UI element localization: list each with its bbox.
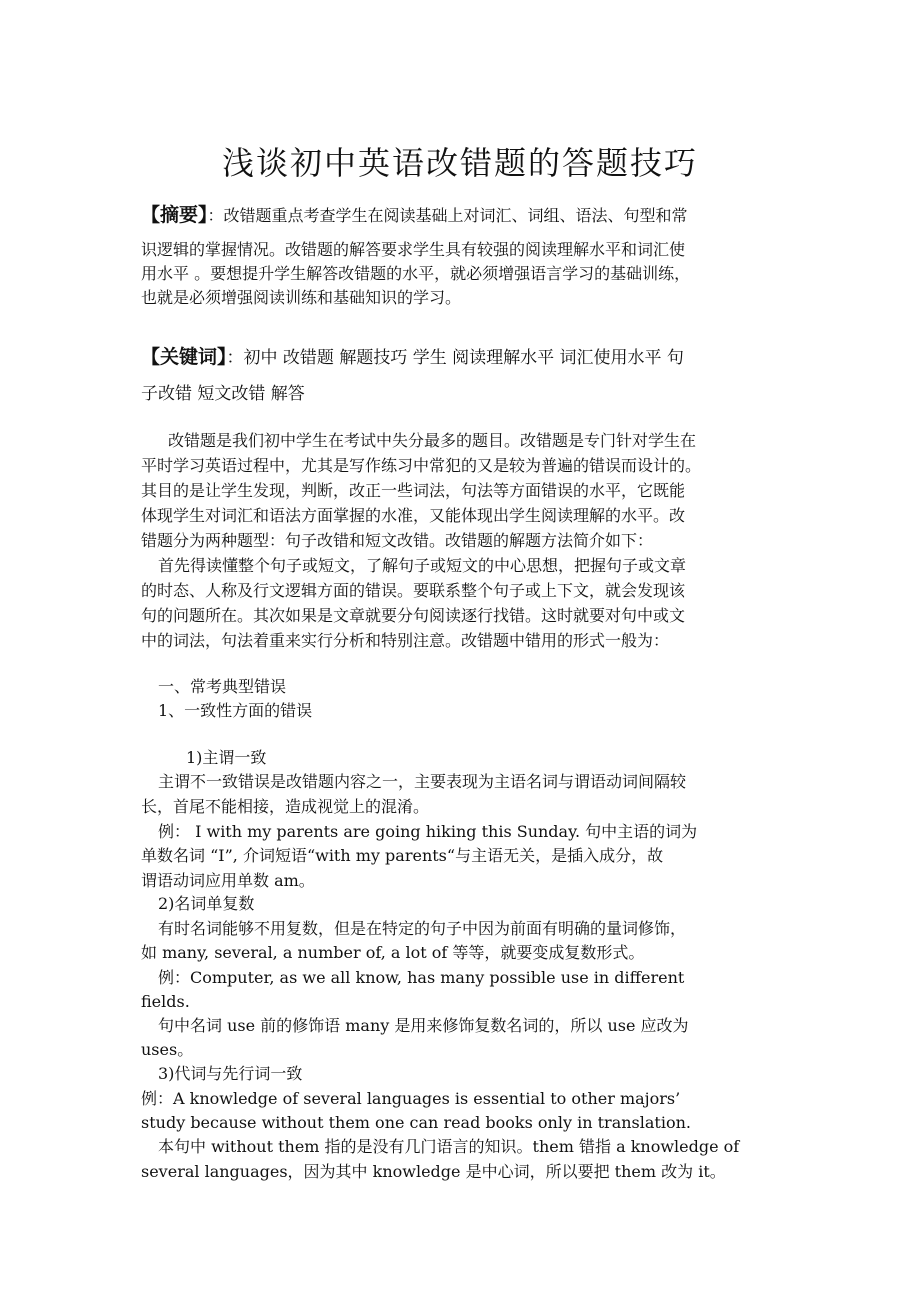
body-line-2: 平时学习英语过程中，尤其是写作练习中常犯的又是较为普遍的错误而设计的。 [141, 456, 702, 475]
item3-line-3: 本句中 without them 指的是没有几门语言的知识。them 错指 a knowledge of [158, 1137, 740, 1156]
keywords-line-1 [141, 346, 684, 369]
body-line-6: 首先得读懂整个句子或短文，了解句子或短文的中心思想，把握句子或文章 [158, 556, 687, 575]
item2-line-1: 有时名词能够不用复数，但是在特定的句子中因为前面有明确的量词修饰， [158, 919, 687, 938]
keywords-label: 【关键词】 [141, 346, 227, 368]
body-line-4: 体现学生对词汇和语法方面掌握的水准，又能体现出学生阅读理解的水平。改 [141, 506, 686, 525]
keywords-text: ：初中 改错题 解题技巧 学生 阅读理解水平 词汇使用水平 句 [226, 348, 684, 368]
item2-example-line-1: 例：Computer, as we all know, has many possible use in different [158, 968, 685, 987]
section-heading-1: 一、常考典型错误 [158, 677, 287, 696]
item-heading-3: 3)代词与先行词一致 [158, 1064, 303, 1083]
body-line-9: 中的词法，句法着重来实行分析和特别注意。改错题中错用的形式一般为： [141, 631, 670, 650]
body-line-3: 其目的是让学生发现，判断，改正一些词法，句法等方面错误的水平，它既能 [141, 481, 686, 500]
item1-example-line-2: 单数名词 “I”, 介词短语“with my parents“与主语无关，是插入成分，故 [141, 846, 664, 865]
item1-line-2: 长，首尾不能相接，造成视觉上的混淆。 [141, 797, 430, 816]
body-line-1: 改错题是我们初中学生在考试中失分最多的题目。改错题是专门针对学生在 [168, 431, 697, 450]
item2-line-6: uses。 [141, 1040, 194, 1059]
item1-example-line-1: 例： I with my parents are going hiking this Sunday. 句中主语的词为 [158, 822, 698, 841]
abstract-line-1 [141, 204, 688, 227]
body-line-5: 错题分为两种题型：句子改错和短文改错。改错题的解题方法简介如下： [141, 531, 654, 550]
item3-example-line-1: 例：A knowledge of several languages is essential to other majors’ [141, 1089, 681, 1108]
abstract-line-2: 识逻辑的掌握情况。改错题的解答要求学生具有较强的阅读理解水平和词汇使 [141, 240, 686, 259]
item1-line-1: 主谓不一致错误是改错题内容之一，主要表现为主语名词与谓语动词间隔较 [158, 772, 687, 791]
item2-line-5: 句中名词 use 前的修饰语 many 是用来修饰复数名词的，所以 use 应改为 [158, 1016, 689, 1035]
item-heading-1: 1)主谓一致 [186, 748, 267, 767]
abstract-text: ：改错题重点考查学生在阅读基础上对词汇、词组、语法、句型和常 [207, 206, 688, 225]
abstract-line-3: 用水平 。要想提升学生解答改错题的水平，就必须增强语言学习的基础训练， [141, 264, 691, 283]
item3-line-4: several languages，因为其中 knowledge 是中心词，所以要把 them 改为 it。 [141, 1162, 726, 1181]
keywords-line-2: 子改错 短文改错 解答 [141, 384, 305, 404]
item2-line-2: 如 many, several, a number of, a lot of 等等，就要变成复数形式。 [141, 943, 645, 962]
item-heading-2: 2)名词单复数 [158, 894, 255, 913]
body-line-7: 的时态、人称及行文逻辑方面的错误。要联系整个句子或上下文，就会发现该 [141, 581, 686, 600]
item3-example-line-2: study because without them one can read books only in translation. [141, 1113, 691, 1132]
subsection-heading-1: 1、一致性方面的错误 [158, 701, 313, 720]
body-line-8: 句的问题所在。其次如果是文章就要分句阅读逐行找错。这时就要对句中或文 [141, 606, 686, 625]
abstract-line-4: 也就是必须增强阅读训练和基础知识的学习。 [141, 288, 462, 307]
abstract-label: 【摘要】 [141, 204, 208, 226]
item2-example-line-2: fields. [141, 992, 190, 1011]
item1-example-line-3: 谓语动词应用单数 am。 [141, 871, 315, 890]
document-title: 浅谈初中英语改错题的答题技巧 [221, 144, 698, 182]
